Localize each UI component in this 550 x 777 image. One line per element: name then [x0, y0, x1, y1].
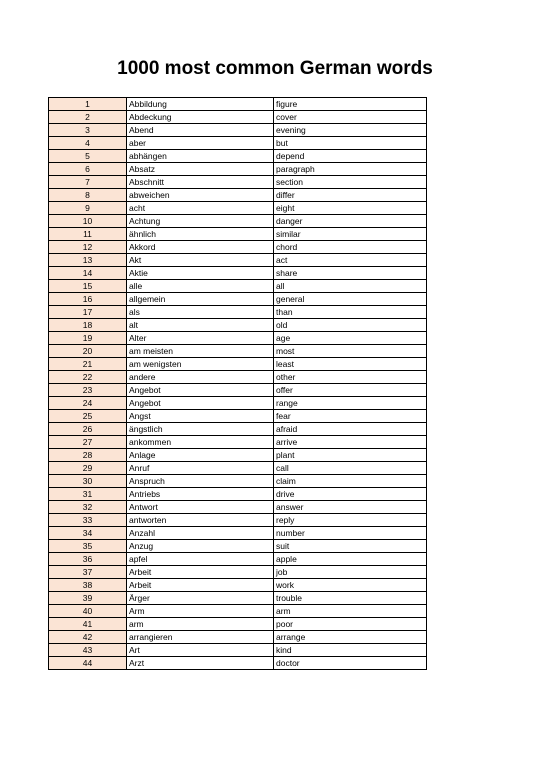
english-word-cell: danger — [274, 215, 427, 228]
table-row — [49, 124, 427, 137]
table-row — [49, 436, 427, 449]
german-word-cell: Angebot — [127, 384, 274, 397]
german-word-cell: Abschnitt — [127, 176, 274, 189]
row-number-cell: 28 — [49, 449, 127, 462]
row-number-cell: 44 — [49, 657, 127, 670]
german-word-cell: Alter — [127, 332, 274, 345]
german-word-cell: Art — [127, 644, 274, 657]
table-row — [49, 163, 427, 176]
row-number-cell: 30 — [49, 475, 127, 488]
english-word-cell: arrive — [274, 436, 427, 449]
german-word-cell: alle — [127, 280, 274, 293]
row-number-cell: 33 — [49, 514, 127, 527]
german-word-cell: Aktie — [127, 267, 274, 280]
row-number-cell: 12 — [49, 241, 127, 254]
table-row — [49, 254, 427, 267]
english-word-cell: number — [274, 527, 427, 540]
english-word-cell: share — [274, 267, 427, 280]
table-row — [49, 215, 427, 228]
table-row — [49, 475, 427, 488]
row-number-cell: 23 — [49, 384, 127, 397]
german-word-cell: Abdeckung — [127, 111, 274, 124]
table-row — [49, 397, 427, 410]
english-word-cell: trouble — [274, 592, 427, 605]
table-row — [49, 176, 427, 189]
german-word-cell: am meisten — [127, 345, 274, 358]
table-row — [49, 293, 427, 306]
row-number-cell: 2 — [49, 111, 127, 124]
english-word-cell: most — [274, 345, 427, 358]
table-row — [49, 371, 427, 384]
german-word-cell: Arbeit — [127, 566, 274, 579]
row-number-cell: 40 — [49, 605, 127, 618]
row-number-cell: 42 — [49, 631, 127, 644]
table-row — [49, 150, 427, 163]
row-number-cell: 31 — [49, 488, 127, 501]
english-word-cell: differ — [274, 189, 427, 202]
german-word-cell: arm — [127, 618, 274, 631]
row-number-cell: 18 — [49, 319, 127, 332]
table-row — [49, 137, 427, 150]
english-word-cell: poor — [274, 618, 427, 631]
english-word-cell: job — [274, 566, 427, 579]
row-number-cell: 17 — [49, 306, 127, 319]
german-word-cell: Abend — [127, 124, 274, 137]
row-number-cell: 5 — [49, 150, 127, 163]
table-row — [49, 345, 427, 358]
row-number-cell: 41 — [49, 618, 127, 631]
german-word-cell: andere — [127, 371, 274, 384]
english-word-cell: arrange — [274, 631, 427, 644]
table-row — [49, 462, 427, 475]
table-row — [49, 592, 427, 605]
row-number-cell: 14 — [49, 267, 127, 280]
row-number-cell: 7 — [49, 176, 127, 189]
german-word-cell: Abbildung — [127, 98, 274, 111]
english-word-cell: reply — [274, 514, 427, 527]
table-row — [49, 553, 427, 566]
row-number-cell: 20 — [49, 345, 127, 358]
english-word-cell: general — [274, 293, 427, 306]
table-row — [49, 267, 427, 280]
word-table — [48, 97, 427, 670]
english-word-cell: apple — [274, 553, 427, 566]
table-row — [49, 657, 427, 670]
row-number-cell: 27 — [49, 436, 127, 449]
english-word-cell: depend — [274, 150, 427, 163]
row-number-cell: 15 — [49, 280, 127, 293]
english-word-cell: claim — [274, 475, 427, 488]
row-number-cell: 6 — [49, 163, 127, 176]
table-row — [49, 501, 427, 514]
german-word-cell: Anzug — [127, 540, 274, 553]
row-number-cell: 36 — [49, 553, 127, 566]
english-word-cell: than — [274, 306, 427, 319]
german-word-cell: ankommen — [127, 436, 274, 449]
english-word-cell: but — [274, 137, 427, 150]
english-word-cell: fear — [274, 410, 427, 423]
english-word-cell: afraid — [274, 423, 427, 436]
german-word-cell: am wenigsten — [127, 358, 274, 371]
german-word-cell: Arbeit — [127, 579, 274, 592]
table-row — [49, 306, 427, 319]
german-word-cell: abhängen — [127, 150, 274, 163]
german-word-cell: als — [127, 306, 274, 319]
row-number-cell: 38 — [49, 579, 127, 592]
table-row — [49, 189, 427, 202]
table-row — [49, 605, 427, 618]
english-word-cell: drive — [274, 488, 427, 501]
german-word-cell: Anspruch — [127, 475, 274, 488]
table-row — [49, 488, 427, 501]
table-row — [49, 449, 427, 462]
english-word-cell: eight — [274, 202, 427, 215]
english-word-cell: plant — [274, 449, 427, 462]
german-word-cell: acht — [127, 202, 274, 215]
row-number-cell: 11 — [49, 228, 127, 241]
english-word-cell: range — [274, 397, 427, 410]
table-row — [49, 202, 427, 215]
german-word-cell: apfel — [127, 553, 274, 566]
german-word-cell: Akt — [127, 254, 274, 267]
row-number-cell: 3 — [49, 124, 127, 137]
english-word-cell: paragraph — [274, 163, 427, 176]
row-number-cell: 21 — [49, 358, 127, 371]
english-word-cell: figure — [274, 98, 427, 111]
row-number-cell: 22 — [49, 371, 127, 384]
english-word-cell: age — [274, 332, 427, 345]
row-number-cell: 13 — [49, 254, 127, 267]
german-word-cell: abweichen — [127, 189, 274, 202]
row-number-cell: 9 — [49, 202, 127, 215]
row-number-cell: 37 — [49, 566, 127, 579]
row-number-cell: 43 — [49, 644, 127, 657]
english-word-cell: offer — [274, 384, 427, 397]
row-number-cell: 1 — [49, 98, 127, 111]
table-row — [49, 618, 427, 631]
german-word-cell: Anzahl — [127, 527, 274, 540]
german-word-cell: Absatz — [127, 163, 274, 176]
table-row — [49, 384, 427, 397]
row-number-cell: 35 — [49, 540, 127, 553]
table-row — [49, 111, 427, 124]
german-word-cell: antworten — [127, 514, 274, 527]
english-word-cell: similar — [274, 228, 427, 241]
german-word-cell: Antwort — [127, 501, 274, 514]
german-word-cell: allgemein — [127, 293, 274, 306]
german-word-cell: ängstlich — [127, 423, 274, 436]
table-row — [49, 423, 427, 436]
row-number-cell: 39 — [49, 592, 127, 605]
german-word-cell: Angst — [127, 410, 274, 423]
table-row — [49, 332, 427, 345]
english-word-cell: cover — [274, 111, 427, 124]
german-word-cell: Arzt — [127, 657, 274, 670]
table-row — [49, 644, 427, 657]
german-word-cell: ähnlich — [127, 228, 274, 241]
german-word-cell: Antriebs — [127, 488, 274, 501]
english-word-cell: evening — [274, 124, 427, 137]
table-row — [49, 410, 427, 423]
english-word-cell: act — [274, 254, 427, 267]
english-word-cell: work — [274, 579, 427, 592]
table-row — [49, 241, 427, 254]
english-word-cell: chord — [274, 241, 427, 254]
german-word-cell: Arm — [127, 605, 274, 618]
table-row — [49, 98, 427, 111]
english-word-cell: doctor — [274, 657, 427, 670]
german-word-cell: Akkord — [127, 241, 274, 254]
table-row — [49, 514, 427, 527]
row-number-cell: 24 — [49, 397, 127, 410]
english-word-cell: answer — [274, 501, 427, 514]
german-word-cell: Achtung — [127, 215, 274, 228]
english-word-cell: other — [274, 371, 427, 384]
english-word-cell: least — [274, 358, 427, 371]
english-word-cell: arm — [274, 605, 427, 618]
english-word-cell: all — [274, 280, 427, 293]
table-row — [49, 579, 427, 592]
row-number-cell: 8 — [49, 189, 127, 202]
table-row — [49, 358, 427, 371]
german-word-cell: Anlage — [127, 449, 274, 462]
table-row — [49, 566, 427, 579]
german-word-cell: Anruf — [127, 462, 274, 475]
table-row — [49, 280, 427, 293]
row-number-cell: 4 — [49, 137, 127, 150]
row-number-cell: 25 — [49, 410, 127, 423]
row-number-cell: 19 — [49, 332, 127, 345]
table-row — [49, 228, 427, 241]
english-word-cell: suit — [274, 540, 427, 553]
german-word-cell: alt — [127, 319, 274, 332]
german-word-cell: Ärger — [127, 592, 274, 605]
german-word-cell: arrangieren — [127, 631, 274, 644]
row-number-cell: 16 — [49, 293, 127, 306]
table-row — [49, 631, 427, 644]
german-word-cell: Angebot — [127, 397, 274, 410]
english-word-cell: kind — [274, 644, 427, 657]
table-row — [49, 527, 427, 540]
row-number-cell: 32 — [49, 501, 127, 514]
row-number-cell: 10 — [49, 215, 127, 228]
english-word-cell: old — [274, 319, 427, 332]
german-word-cell: aber — [127, 137, 274, 150]
row-number-cell: 29 — [49, 462, 127, 475]
row-number-cell: 26 — [49, 423, 127, 436]
english-word-cell: section — [274, 176, 427, 189]
row-number-cell: 34 — [49, 527, 127, 540]
table-row — [49, 319, 427, 332]
table-row — [49, 540, 427, 553]
page-title: 1000 most common German words — [117, 58, 433, 79]
english-word-cell: call — [274, 462, 427, 475]
word-table-body — [49, 98, 427, 670]
